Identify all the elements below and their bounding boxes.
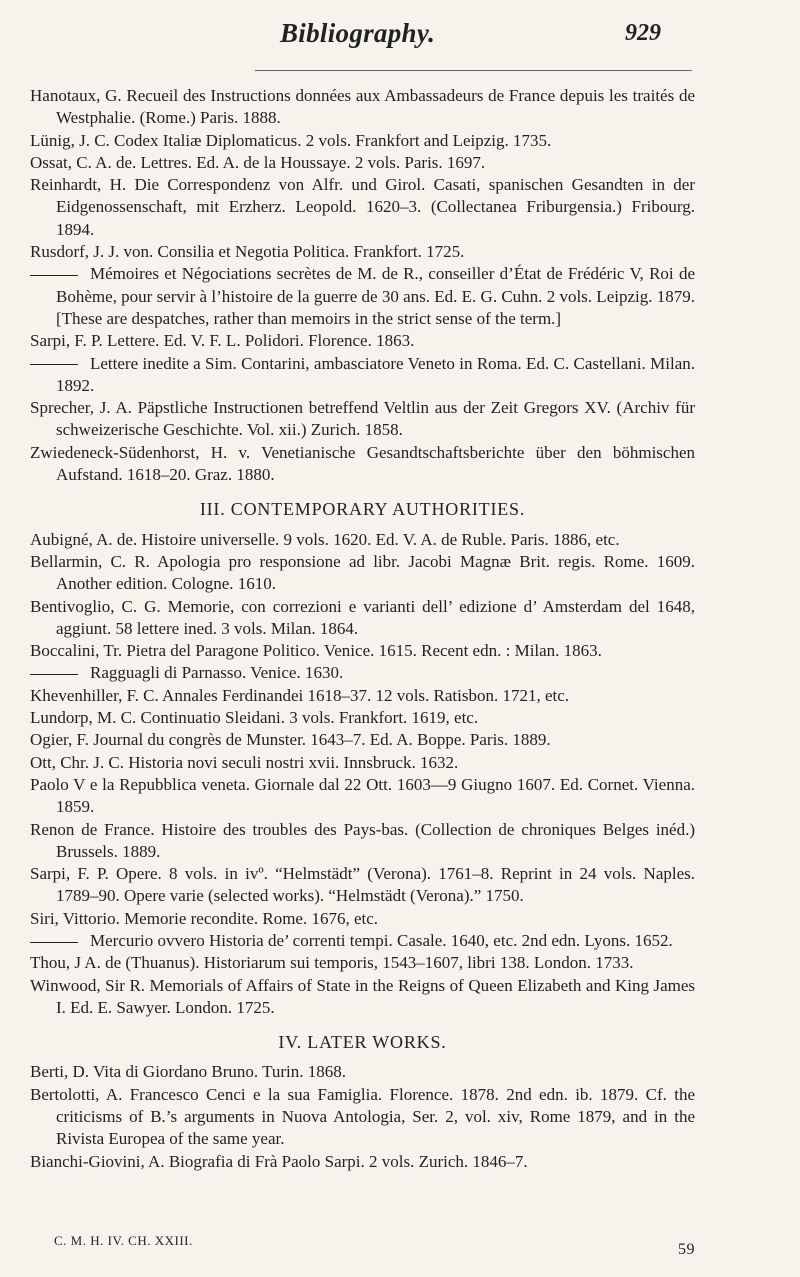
entry-text: Bellarmin, C. R. Apologia pro responsione ad libr. Jacobi Magnæ Brit. regis. Rome. 1609. Another edition. Cologne. 1610. [30, 551, 695, 594]
entry-text: Thou, J A. de (Thuanus). Historiarum sui temporis, 1543–1607, libri 138. London. 1733. [30, 953, 634, 973]
bibliography-entry [30, 1061, 695, 1083]
signature-mark: C. M. H. IV. CH. XXIII. [54, 1233, 193, 1248]
bibliography-entry [30, 330, 695, 352]
bibliography-entry [30, 263, 695, 330]
entry-list-part1 [30, 85, 695, 486]
entry-text: Lünig, J. C. Codex Italiæ Diplomaticus. 2 vols. Frankfort and Leipzig. 1735. [30, 130, 552, 150]
bibliography-entry [30, 975, 695, 1020]
bibliography-entry [30, 774, 695, 819]
bibliography-entry [30, 863, 695, 908]
bibliography-entry [30, 397, 695, 442]
entry-text: Renon de France. Histoire des troubles des Pays-bas. (Collection de chroniques Belges inéd.) Brussels. 1889. [30, 819, 695, 861]
bibliography-entry [30, 930, 695, 952]
entry-text: Ogier, F. Journal du congrès de Munster. 1643–7. Ed. A. Boppe. Paris. 1889. [30, 730, 551, 750]
entry-text: Bertolotti, A. Francesco Cenci e la sua Famiglia. Florence. 1878. 2nd edn. ib. 1879. Cf. the criticisms of B.’s arguments in Nuova Antologia, Ser. 2, vol. xiv, Rome 1879, and in the Rivista Europea of the same year. [30, 1084, 695, 1149]
bibliography-entry [30, 819, 695, 864]
entry-text: Ossat, C. A. de. Lettres. Ed. A. de la Houssaye. 2 vols. Paris. 1697. [30, 152, 486, 172]
entry-text: Bianchi-Giovini, A. Biografia di Frà Paolo Sarpi. 2 vols. Zurich. 1846–7. [30, 1151, 528, 1171]
ditto-dash [30, 275, 78, 276]
entry-text: Khevenhiller, F. C. Annales Ferdinandei 1618–37. 12 vols. Ratisbon. 1721, etc. [30, 685, 570, 705]
section-heading-later-works: IV. LATER WORKS. [278, 1032, 447, 1053]
entry-text: Mémoires et Négociations secrètes de M. de R., conseiller d’État de Frédéric V, Roi de Bohème, pour servir à l’histoire de la guerre de 30 ans. Ed. E. G. Cuhn. 2 vols. Leipzig. 1879. [These are despatches, rather than memoirs in the strict sense of the term.] [56, 264, 695, 328]
running-title: Bibliography. [280, 18, 436, 48]
bibliography-entry [30, 85, 695, 130]
bibliography-entry [30, 1084, 695, 1151]
bibliography-entry [30, 353, 695, 398]
bibliography-entry [30, 952, 695, 974]
page-footer [30, 1233, 695, 1263]
sheet-number: 59 [678, 1241, 695, 1258]
bibliography-entry [30, 707, 695, 729]
entry-text: Ott, Chr. J. C. Historia novi seculi nostri xvii. Innsbruck. 1632. [30, 752, 459, 772]
bibliography-entry [30, 752, 695, 774]
entry-text: Zwiedeneck-Südenhorst, H. v. Venetianische Gesandtschaftsberichte über den böhmischen Aufstand. 1618–20. Graz. 1880. [30, 442, 695, 485]
ditto-dash [30, 364, 78, 365]
bibliography-entry [30, 729, 695, 751]
entry-text: Reinhardt, H. Die Correspondenz von Alfr. und Girol. Casati, spanischen Gesandten in der Eidgenossenschaft, mit Erzherz. Leopold. 1620–3. (Collectanea Friburgensia.) Fribourg. 1894. [30, 175, 695, 239]
entry-text: Mercurio ovvero Historia de’ correnti tempi. Casale. 1640, etc. 2nd edn. Lyons. 1652. [90, 930, 673, 950]
header-rule [255, 70, 692, 71]
entry-text: Siri, Vittorio. Memorie recondite. Rome. 1676, etc. [30, 908, 379, 928]
entry-text: Berti, D. Vita di Giordano Bruno. Turin. 1868. [30, 1062, 347, 1082]
bibliography-content [30, 85, 695, 1173]
bibliography-entry [30, 662, 695, 684]
entry-text: Sprecher, J. A. Päpstliche Instructionen betreffend Veltlin aus der Zeit Gregors XV. (Archiv für schweizerische Geschichte. Vol. xii.) Zurich. 1858. [30, 398, 695, 440]
bibliography-entry [30, 152, 695, 174]
bibliography-entry [30, 529, 695, 551]
section-heading-contemporary: III. CONTEMPORARY AUTHORITIES. [199, 499, 526, 520]
bibliography-entry [30, 1151, 695, 1173]
bibliography-entry [30, 130, 695, 152]
bibliography-entry [30, 551, 695, 596]
bibliography-entry [30, 596, 695, 641]
entry-text: Aubigné, A. de. Histoire universelle. 9 vols. 1620. Ed. V. A. de Ruble. Paris. 1886, etc. [30, 529, 620, 549]
entry-text: Hanotaux, G. Recueil des Instructions données aux Ambassadeurs de France depuis les traités de Westphalie. (Rome.) Paris. 1888. [30, 86, 695, 128]
ditto-dash [30, 942, 78, 943]
entry-text: Boccalini, Tr. Pietra del Paragone Politico. Venice. 1615. Recent edn. : Milan. 1863. [30, 641, 602, 661]
entry-text: Sarpi, F. P. Lettere. Ed. V. F. L. Polidori. Florence. 1863. [30, 331, 415, 351]
entry-text: Paolo V e la Repubblica veneta. Giornale dal 22 Ott. 1603—9 Giugno 1607. Ed. Cornet. Vienna. 1859. [30, 774, 695, 817]
entry-list-later-works [30, 1061, 695, 1172]
bibliography-entry [30, 174, 695, 241]
entry-text: Rusdorf, J. J. von. Consilia et Negotia Politica. Frankfort. 1725. [30, 242, 465, 262]
entry-text: Sarpi, F. P. Opere. 8 vols. in ivº. “Helmstädt” (Verona). 1761–8. Reprint in 24 vols. Naples. 1789–90. Opere varie (selected works). “Helmstädt (Verona).” 1750. [30, 864, 695, 906]
ditto-dash [30, 674, 78, 675]
page-header [0, 16, 800, 72]
bibliography-entry [30, 442, 695, 487]
page-number: 929 [625, 20, 661, 46]
entry-text: Bentivoglio, C. G. Memorie, con correzioni e varianti dell’ edizione d’ Amsterdam del 1648, aggiunt. 58 lettere ined. 3 vols. Milan. 1864. [30, 596, 695, 638]
entry-text: Lettere inedite a Sim. Contarini, ambasciatore Veneto in Roma. Ed. C. Castellani. Milan. 1892. [56, 353, 695, 395]
bibliography-entry [30, 640, 695, 662]
entry-text: Winwood, Sir R. Memorials of Affairs of State in the Reigns of Queen Elizabeth and King James I. Ed. E. Sawyer. London. 1725. [30, 975, 695, 1017]
bibliography-entry [30, 685, 695, 707]
entry-text: Lundorp, M. C. Continuatio Sleidani. 3 vols. Frankfort. 1619, etc. [30, 708, 479, 728]
entry-list-contemporary [30, 529, 695, 1020]
bibliography-entry [30, 908, 695, 930]
bibliography-entry [30, 241, 695, 263]
entry-text: Ragguagli di Parnasso. Venice. 1630. [90, 663, 344, 683]
